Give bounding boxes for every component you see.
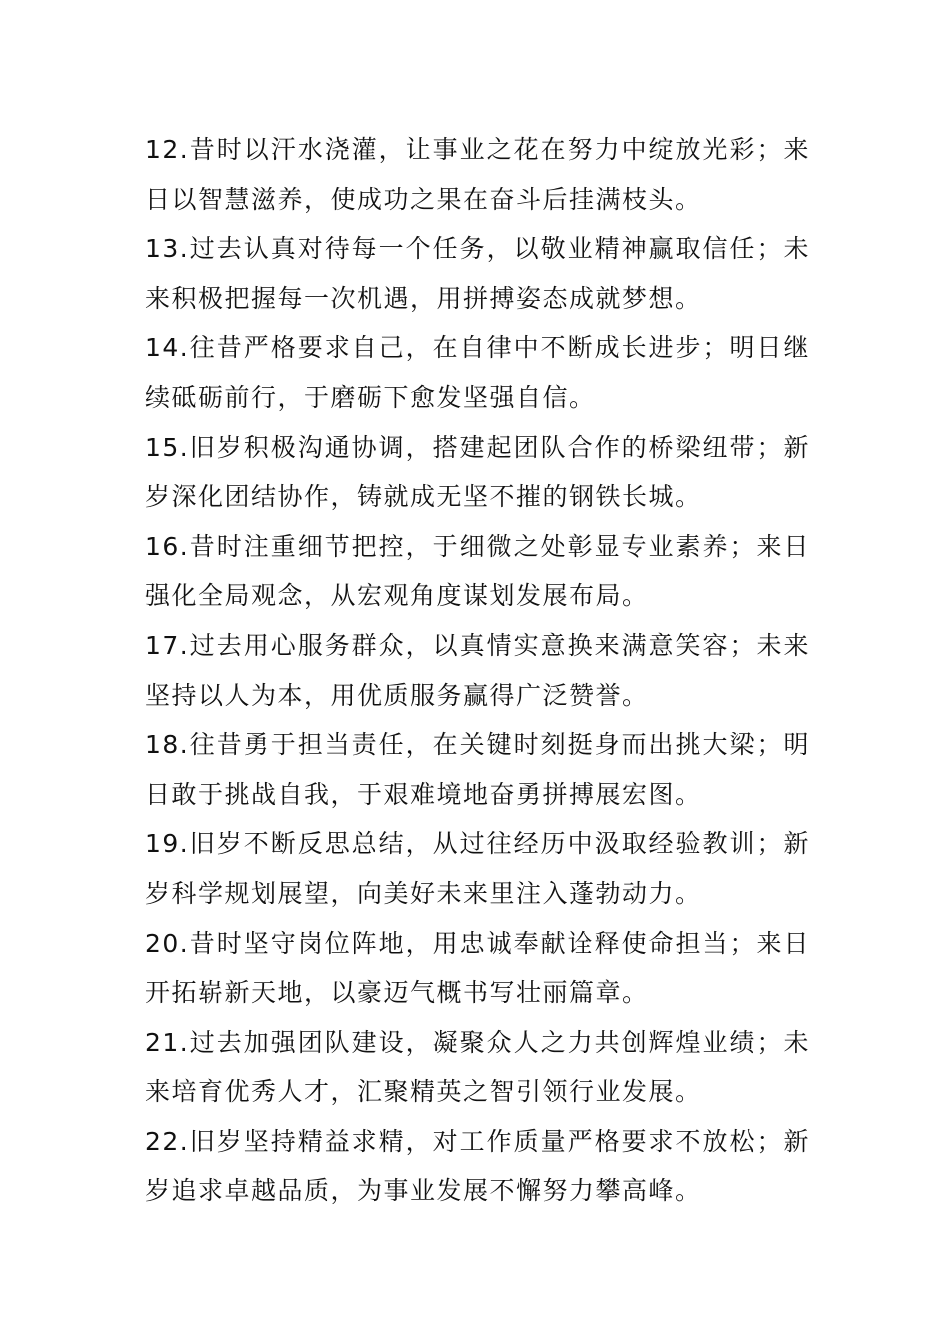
list-item: 15.旧岁积极沟通协调，搭建起团队合作的桥梁纽带；新岁深化团结协作，铸就成无坚不摧的钢铁长城。 bbox=[145, 432, 810, 512]
list-item: 22.旧岁坚持精益求精，对工作质量严格要求不放松；新岁追求卓越品质，为事业发展不懈努力攀高峰。 bbox=[145, 1126, 810, 1206]
list-item: 21.过去加强团队建设，凝聚众人之力共创辉煌业绩；未来培育优秀人才，汇聚精英之智引领行业发展。 bbox=[145, 1027, 810, 1107]
list-item: 14.往昔严格要求自己，在自律中不断成长进步；明日继续砥砺前行，于磨砺下愈发坚强自信。 bbox=[145, 333, 810, 412]
list-item: 18.往昔勇于担当责任，在关键时刻挺身而出挑大梁；明日敢于挑战自我，于艰难境地奋勇拼搏展宏图。 bbox=[145, 730, 810, 809]
list-item: 19.旧岁不断反思总结，从过往经历中汲取经验教训；新岁科学规划展望，向美好未来里注入蓬勃动力。 bbox=[145, 829, 810, 908]
document-body bbox=[145, 125, 810, 1216]
list-item: 17.过去用心服务群众，以真情实意换来满意笑容；未来坚持以人为本，用优质服务赢得广泛赞誉。 bbox=[145, 630, 810, 710]
list-item: 20.昔时坚守岗位阵地，用忠诚奉献诠释使命担当；来日开拓崭新天地，以豪迈气概书写壮丽篇章。 bbox=[145, 928, 810, 1008]
list-item: 12.昔时以汗水浇灌，让事业之花在努力中绽放光彩；来日以智慧滋养，使成功之果在奋斗后挂满枝头。 bbox=[145, 135, 810, 214]
list-item: 16.昔时注重细节把控，于细微之处彰显专业素养；来日强化全局观念，从宏观角度谋划发展布局。 bbox=[145, 531, 810, 611]
list-item: 13.过去认真对待每一个任务，以敬业精神赢取信任；未来积极把握每一次机遇，用拼搏姿态成就梦想。 bbox=[145, 234, 810, 313]
